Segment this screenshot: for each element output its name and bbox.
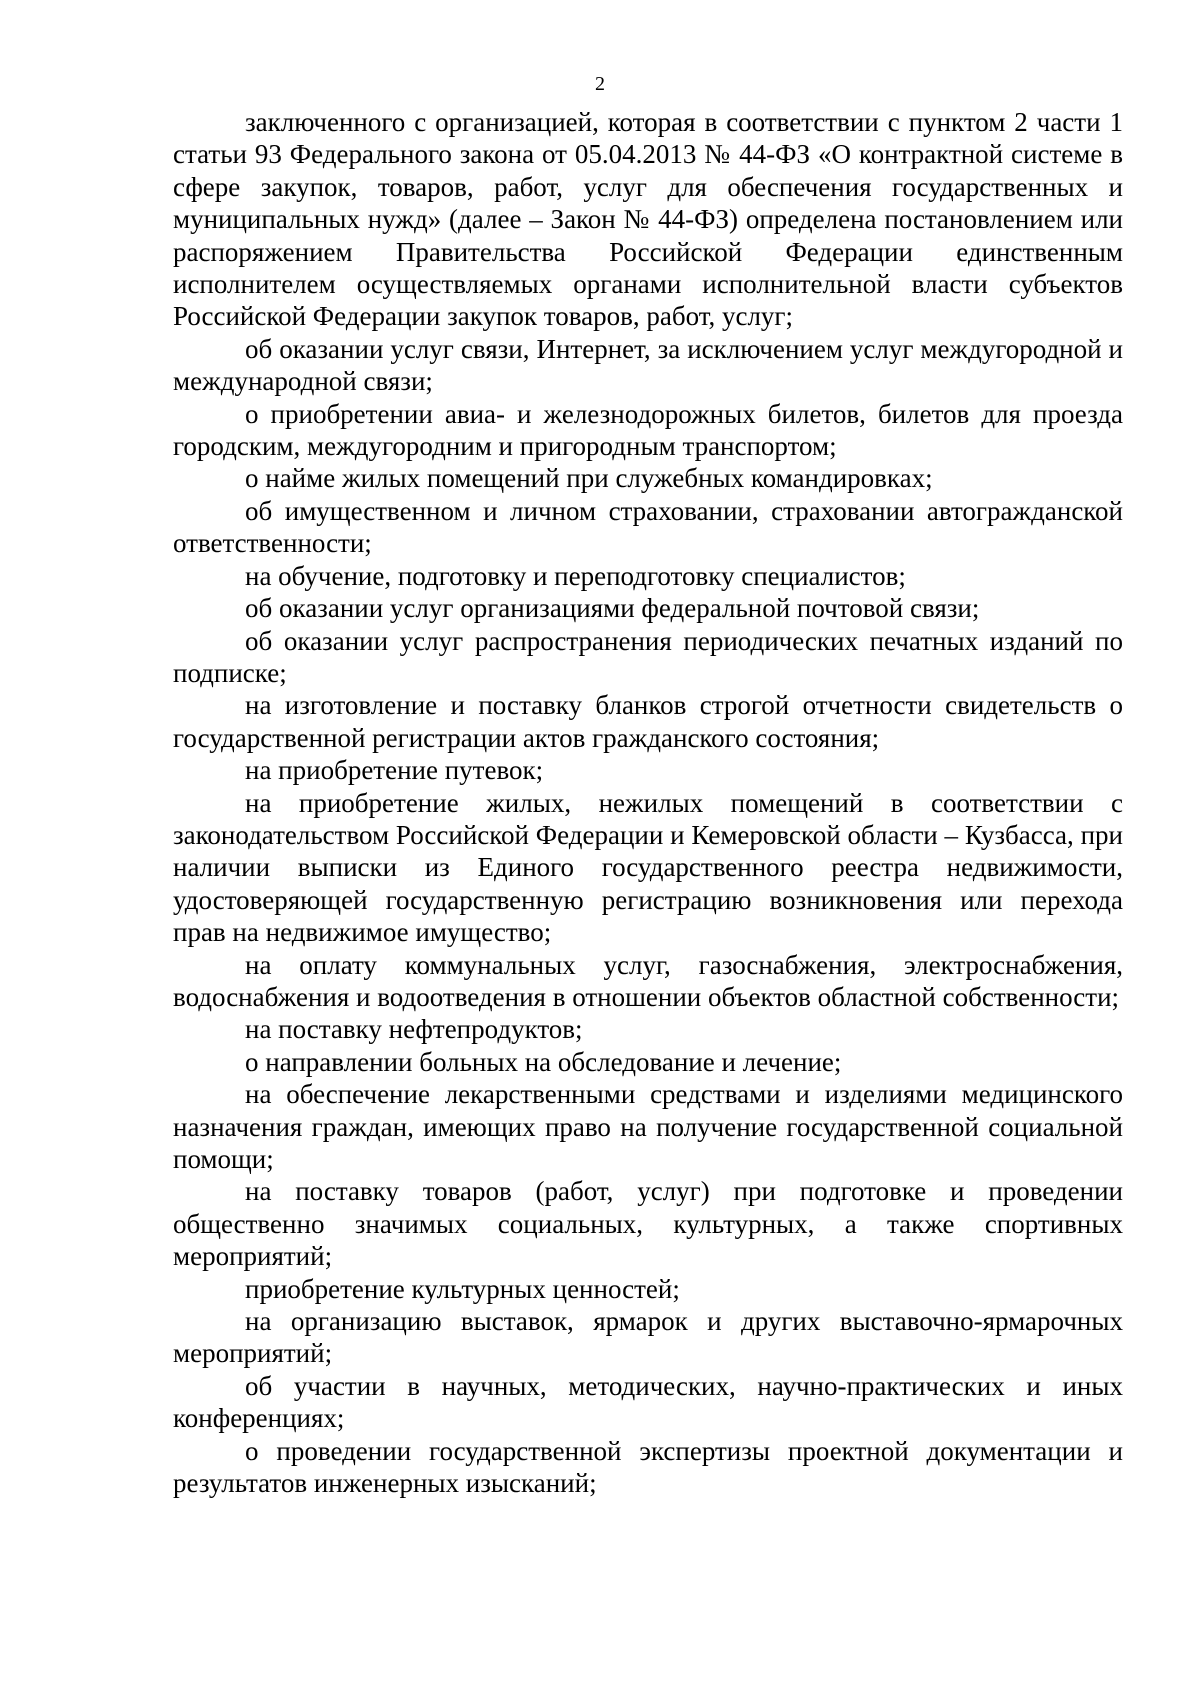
paragraph: на поставку товаров (работ, услуг) при подготовке и проведении общественно значимых социальных, культурных, а также спортивных мероприятий; (173, 1176, 1123, 1272)
paragraph: на изготовление и поставку бланков строгой отчетности свидетельств о государственной регистрации актов гражданского состояния; (173, 690, 1123, 753)
paragraph: об имущественном и личном страховании, страховании автогражданской ответственности; (173, 495, 1123, 559)
paragraph: о направлении больных на обследование и лечение; (245, 1046, 842, 1077)
paragraph: на обеспечение лекарственными средствами и изделиями медицинского назначения граждан, имеющих право на получение государственной социальной помощи; (173, 1079, 1123, 1174)
document-body (173, 106, 1123, 1499)
paragraph: об оказании услуг связи, Интернет, за исключением услуг междугородной и международной связи; (173, 333, 1123, 397)
paragraph: об оказании услуг организациями федеральной почтовой связи; (245, 593, 980, 624)
paragraph: об оказании услуг распространения периодических печатных изданий по подписке; (173, 625, 1123, 688)
paragraph: приобретение культурных ценностей; (245, 1273, 680, 1304)
paragraph: об участии в научных, методических, научно-практических и иных конференциях; (173, 1370, 1123, 1434)
paragraph: на обучение, подготовку и переподготовку специалистов; (245, 560, 906, 591)
paragraph: на приобретение путевок; (245, 755, 544, 786)
page-number: 2 (595, 73, 605, 95)
paragraph: заключенного с организацией, которая в соответствии с пунктом 2 части 1 статьи 93 Федерального закона от 05.04.2013 № 44-ФЗ «О контрактной системе в сфере закупок, товаров, работ, услуг для обеспечения государственных и муниципальных нужд» (далее – Закон № 44-ФЗ) определена постановлением или распоряжением Правительства Российской Федерации единственным исполнителем осуществляемых органами исполнительной власти субъектов Российской Федерации закупок товаров, работ, услуг; (173, 107, 1123, 332)
paragraph: о найме жилых помещений при служебных командировках; (245, 463, 933, 494)
paragraph: на организацию выставок, ярмарок и других выставочно-ярмарочных мероприятий; (173, 1306, 1123, 1369)
paragraph: о приобретении авиа- и железнодорожных билетов, билетов для проезда городским, междугородним и пригородным транспортом; (173, 398, 1123, 462)
paragraph: на поставку нефтепродуктов; (245, 1014, 583, 1045)
paragraph: на приобретение жилых, нежилых помещений в соответствии с законодательством Российской Федерации и Кемеровской области – Кузбасса, при наличии выписки из Единого государственного реестра недвижимости, удостоверяющей государственную регистрацию возникновения или перехода прав на недвижимое имущество; (173, 787, 1123, 948)
paragraph: о проведении государственной экспертизы проектной документации и результатов инженерных изысканий; (173, 1435, 1123, 1499)
paragraph: на оплату коммунальных услуг, газоснабжения, электроснабжения, водоснабжения и водоотведения в отношении объектов областной собственности; (173, 949, 1123, 1012)
